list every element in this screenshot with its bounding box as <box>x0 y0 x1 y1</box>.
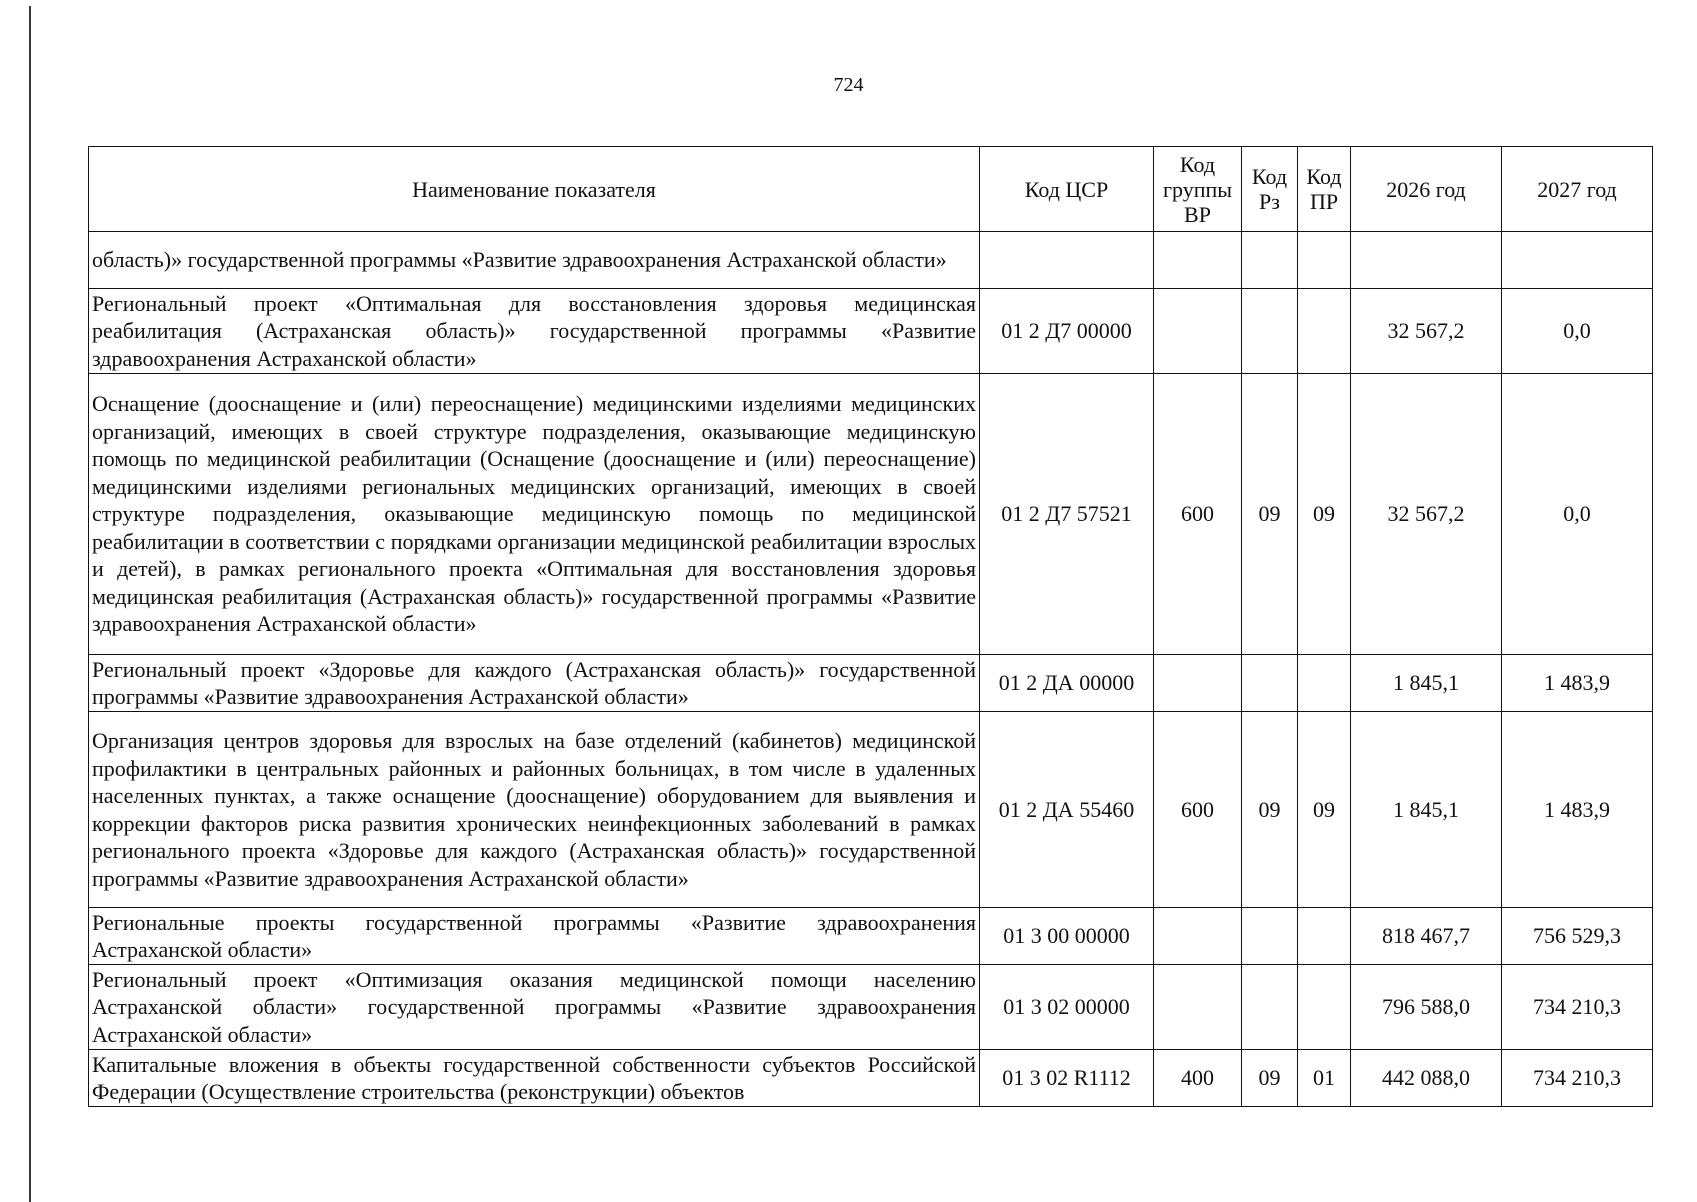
budget-table <box>88 146 1653 1107</box>
table-row <box>89 908 1653 965</box>
amount-2026-cell: 1 845,1 <box>1351 712 1502 908</box>
pr-code-cell: 09 <box>1298 374 1351 655</box>
table-row <box>89 1050 1653 1107</box>
csr-code-cell: 01 2 ДА 55460 <box>980 712 1154 908</box>
csr-code-cell: 01 3 02 R1112 <box>980 1050 1154 1107</box>
indicator-name-cell: область)» государственной программы «Развитие здравоохранения Астраханской области» <box>89 232 980 289</box>
vr-code-cell: 600 <box>1154 712 1242 908</box>
page-number: 724 <box>833 74 864 96</box>
amount-2027-cell: 0,0 <box>1502 374 1653 655</box>
table-row <box>89 289 1653 374</box>
pr-code-cell <box>1298 232 1351 289</box>
amount-2026-cell: 818 467,7 <box>1351 908 1502 965</box>
table-row <box>89 965 1653 1050</box>
rz-code-cell <box>1242 965 1298 1050</box>
indicator-name-cell: Организация центров здоровья для взрослых на базе отделений (кабинетов) медицинской профилактики в центральных районных и районных больницах, в том числе в удаленных населенных пунктах, а также оснащение (дооснащение) оборудованием для выявления и коррекции факторов риска развития хронических неинфекционных заболеваний в рамках регионального проекта «Здоровье для каждого (Астраханская область)» государственной программы «Развитие здравоохранения Астраханской области» <box>89 712 980 908</box>
header-pr-code: Код ПР <box>1298 147 1351 232</box>
rz-code-cell <box>1242 655 1298 712</box>
amount-2027-cell: 734 210,3 <box>1502 1050 1653 1107</box>
header-vr-group-code: Код группы ВР <box>1154 147 1242 232</box>
vr-code-cell <box>1154 289 1242 374</box>
amount-2026-cell <box>1351 232 1502 289</box>
amount-2026-cell: 442 088,0 <box>1351 1050 1502 1107</box>
table-row <box>89 232 1653 289</box>
amount-2027-cell: 1 483,9 <box>1502 712 1653 908</box>
amount-2027-cell: 756 529,3 <box>1502 908 1653 965</box>
table-row <box>89 374 1653 655</box>
vr-code-cell <box>1154 908 1242 965</box>
pr-code-cell <box>1298 965 1351 1050</box>
csr-code-cell: 01 2 ДА 00000 <box>980 655 1154 712</box>
amount-2026-cell: 796 588,0 <box>1351 965 1502 1050</box>
amount-2026-cell: 32 567,2 <box>1351 289 1502 374</box>
pr-code-cell: 09 <box>1298 712 1351 908</box>
amount-2027-cell: 734 210,3 <box>1502 965 1653 1050</box>
indicator-name-cell: Капитальные вложения в объекты государственной собственности субъектов Российской Федерации (Осуществление строительства (реконструкции) объектов <box>89 1050 980 1107</box>
rz-code-cell <box>1242 232 1298 289</box>
table-row <box>89 655 1653 712</box>
pr-code-cell <box>1298 289 1351 374</box>
rz-code-cell <box>1242 289 1298 374</box>
header-year-2026: 2026 год <box>1351 147 1502 232</box>
rz-code-cell <box>1242 908 1298 965</box>
vr-code-cell <box>1154 965 1242 1050</box>
vr-code-cell <box>1154 232 1242 289</box>
rz-code-cell: 09 <box>1242 374 1298 655</box>
amount-2027-cell: 0,0 <box>1502 289 1653 374</box>
pr-code-cell <box>1298 655 1351 712</box>
left-margin-line <box>29 6 31 1202</box>
header-rz-code: Код Рз <box>1242 147 1298 232</box>
table-header-row <box>89 147 1653 232</box>
vr-code-cell: 400 <box>1154 1050 1242 1107</box>
pr-code-cell <box>1298 908 1351 965</box>
indicator-name-cell: Региональный проект «Оптимизация оказания медицинской помощи населению Астраханской области» государственной программы «Развитие здравоохранения Астраханской области» <box>89 965 980 1050</box>
csr-code-cell: 01 3 02 00000 <box>980 965 1154 1050</box>
pr-code-cell: 01 <box>1298 1050 1351 1107</box>
csr-code-cell <box>980 232 1154 289</box>
amount-2027-cell: 1 483,9 <box>1502 655 1653 712</box>
rz-code-cell: 09 <box>1242 712 1298 908</box>
header-csr-code: Код ЦСР <box>980 147 1154 232</box>
amount-2026-cell: 32 567,2 <box>1351 374 1502 655</box>
csr-code-cell: 01 3 00 00000 <box>980 908 1154 965</box>
rz-code-cell: 09 <box>1242 1050 1298 1107</box>
indicator-name-cell: Оснащение (дооснащение и (или) переоснащение) медицинскими изделиями медицинских организаций, имеющих в своей структуре подразделения, оказывающие медицинскую помощь по медицинской реабилитации (Оснащение (дооснащение и (или) переоснащение) медицинскими изделиями региональных медицинских организаций, имеющих в своей структуре подразделения, оказывающие медицинскую помощь по медицинской реабилитации в соответствии с порядками организации медицинской реабилитации взрослых и детей), в рамках регионального проекта «Оптимальная для восстановления здоровья медицинская реабилитация (Астраханская область)» государственной программы «Развитие здравоохранения Астраханской области» <box>89 374 980 655</box>
indicator-name-cell: Региональный проект «Оптимальная для восстановления здоровья медицинская реабилитация (Астраханская область)» государственной программы «Развитие здравоохранения Астраханской области» <box>89 289 980 374</box>
indicator-name-cell: Региональные проекты государственной программы «Развитие здравоохранения Астраханской области» <box>89 908 980 965</box>
csr-code-cell: 01 2 Д7 00000 <box>980 289 1154 374</box>
vr-code-cell: 600 <box>1154 374 1242 655</box>
csr-code-cell: 01 2 Д7 57521 <box>980 374 1154 655</box>
indicator-name-cell: Региональный проект «Здоровье для каждого (Астраханская область)» государственной программы «Развитие здравоохранения Астраханской области» <box>89 655 980 712</box>
header-indicator-name: Наименование показателя <box>89 147 980 232</box>
table-row <box>89 712 1653 908</box>
amount-2026-cell: 1 845,1 <box>1351 655 1502 712</box>
amount-2027-cell <box>1502 232 1653 289</box>
vr-code-cell <box>1154 655 1242 712</box>
header-year-2027: 2027 год <box>1502 147 1653 232</box>
